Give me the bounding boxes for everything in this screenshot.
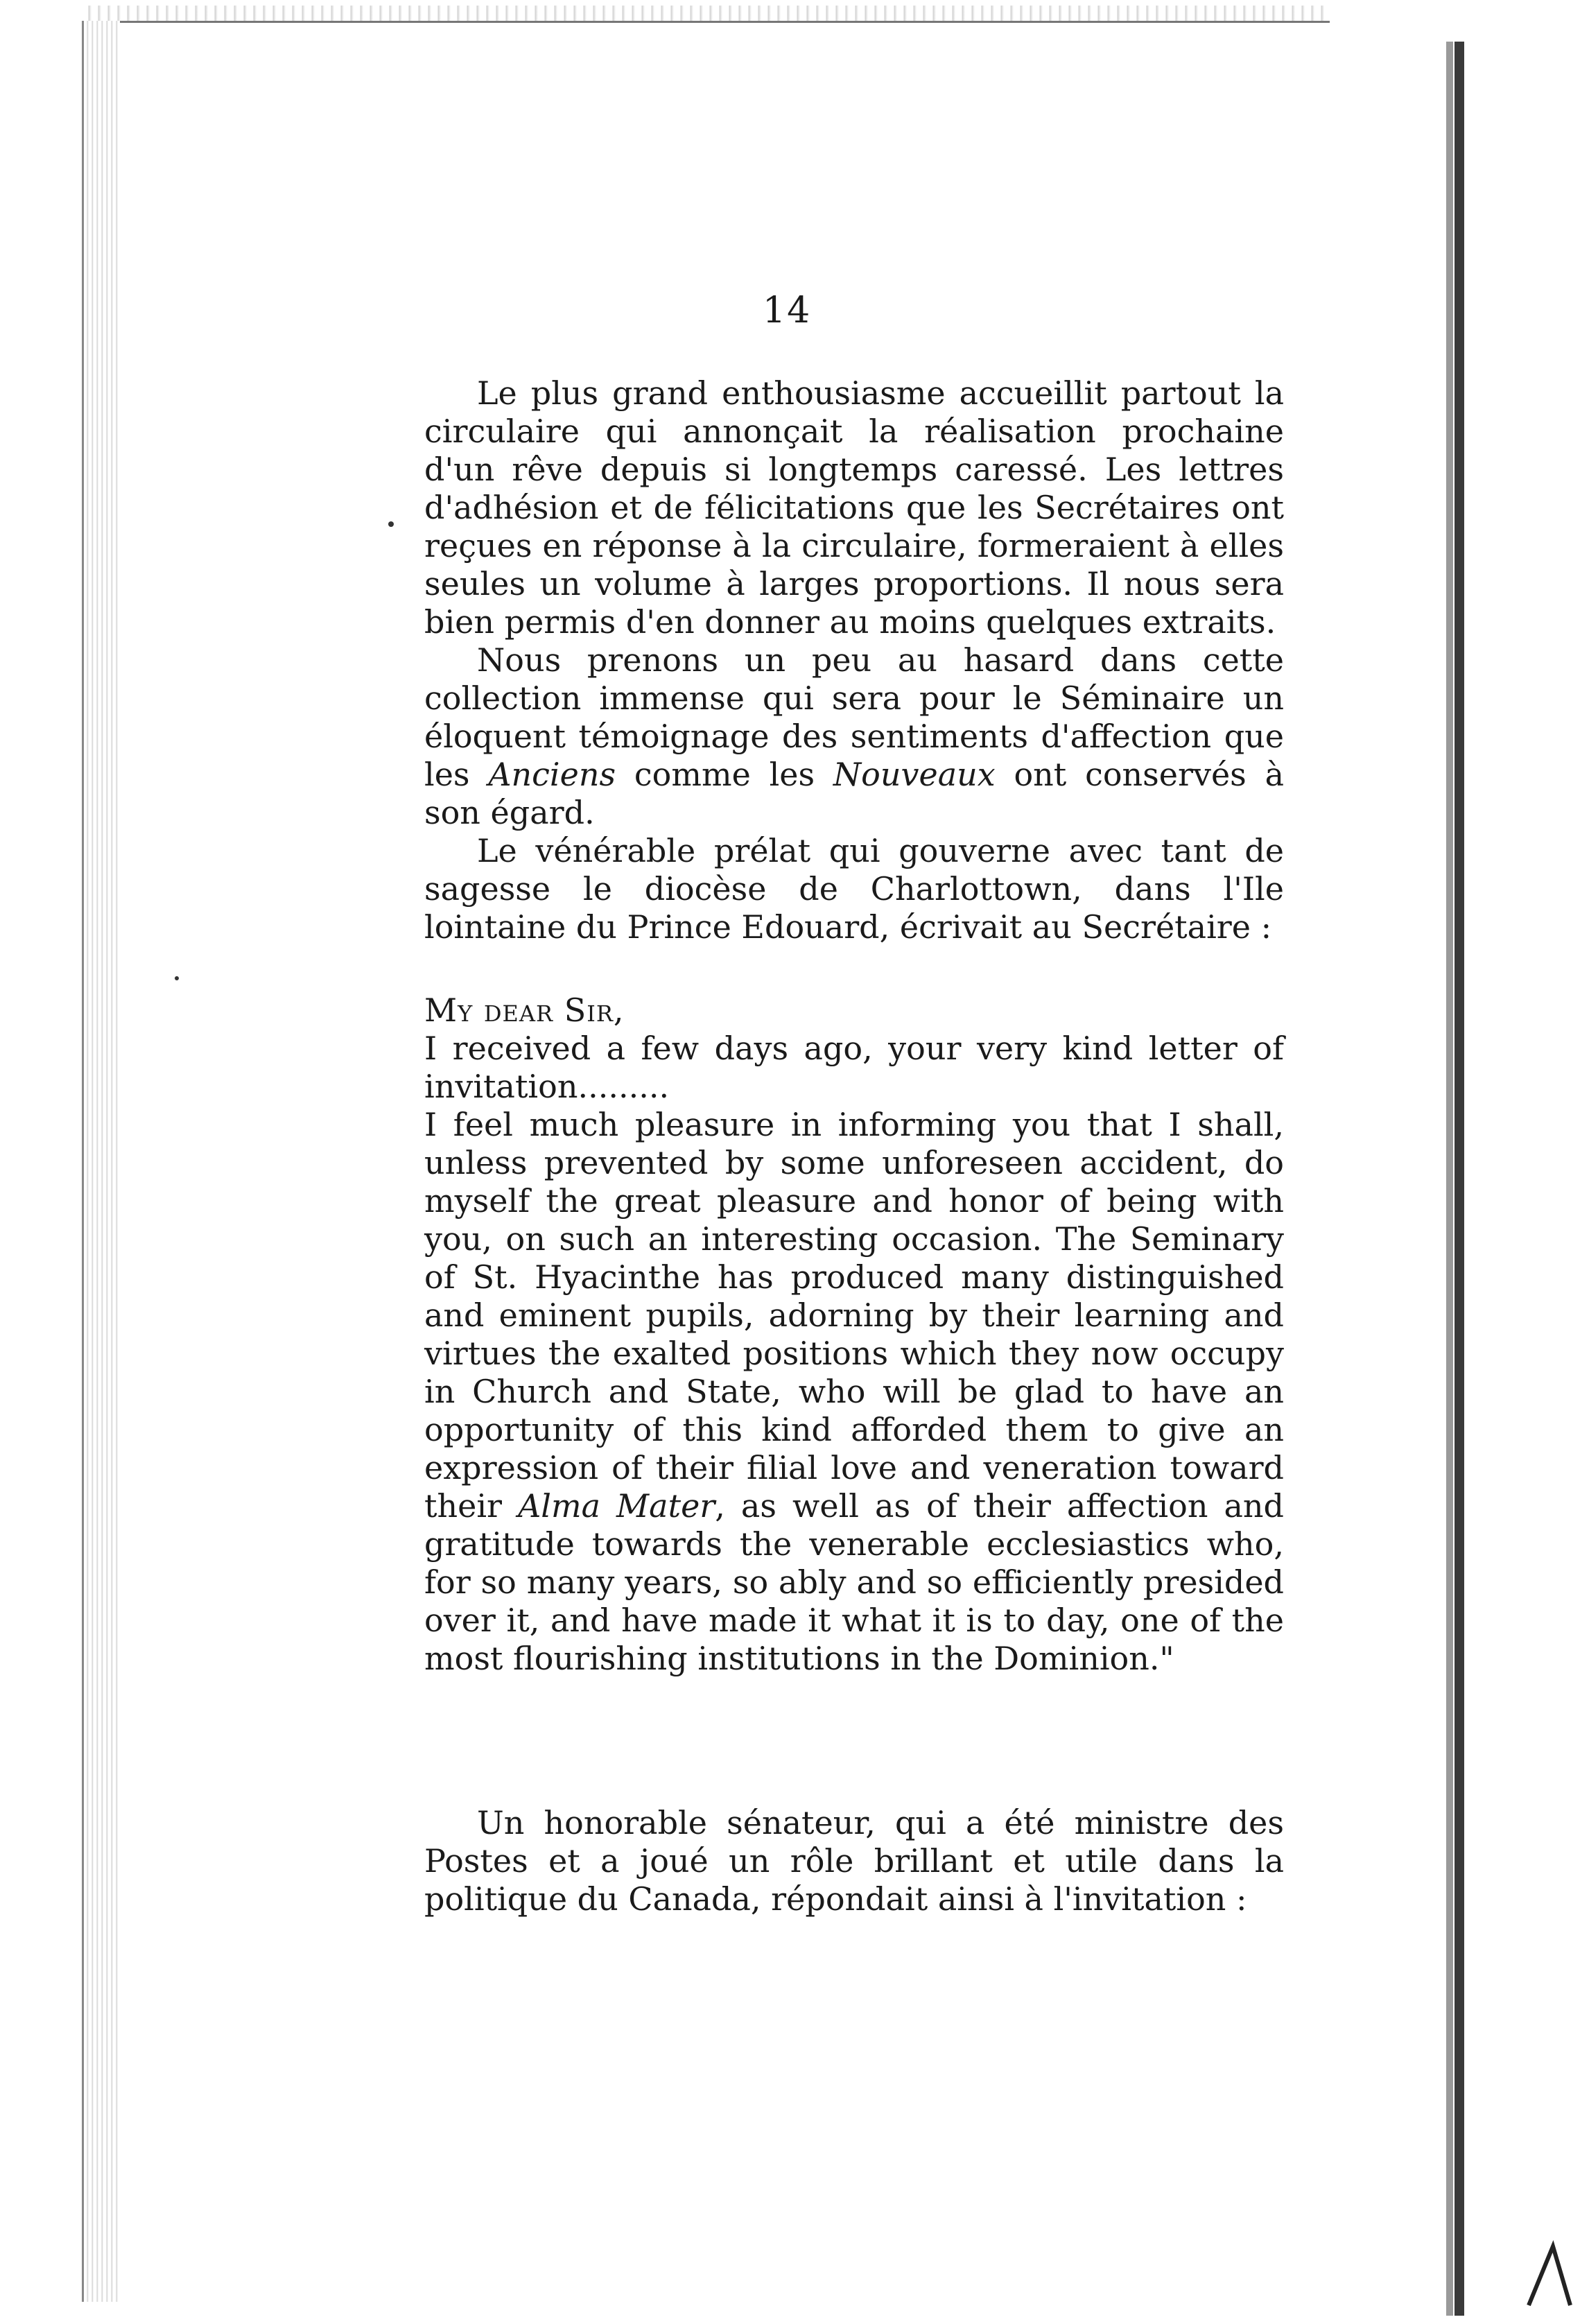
paragraph-senator: Un honorable sénateur, qui a été ministre des Postes et a joué un rôle brillant et utile dans la politique du Canada, répondait ainsi à l'invitation : (424, 1804, 1284, 1918)
quoted-letter (424, 991, 1284, 1678)
paragraph-collection-text-1: Nous prenons un peu au hasard dans cette collection immense qui sera pour le Séminaire un éloquent témoignage des sentiments d'affection que les (424, 641, 1284, 793)
italic-anciens: Anciens (488, 756, 616, 793)
paragraph-prelate: Le vénérable prélat qui gouverne avec tant de sagesse le diocèse de Charlottown, dans l'Ile lointaine du Prince Edouard, écrivait au Secrétaire : (424, 832, 1284, 946)
letter-paragraph-received-text: I received a few days ago, your very kind letter of invitation......... (424, 1030, 1284, 1105)
page-number: 14 (763, 290, 812, 331)
letter-paragraph-received (424, 1030, 1284, 1106)
paragraph-collection-text-2: comme les (616, 756, 833, 793)
paragraph-collection (424, 641, 1284, 832)
scan-speck (388, 521, 394, 527)
scan-right-edge (1455, 42, 1464, 2316)
paragraph-enthusiasm: Le plus grand enthousiasme accueillit partout la circulaire qui annonçait la réalisation prochaine d'un rêve depuis si longtemps caressé. Les lettres d'adhésion et de félicitations que les Secrétaires ont reçues en réponse à la circulaire, formeraient à elles seules un volume à larges proportions. Il nous sera bien permis d'en donner au moins quelques extraits. (424, 374, 1284, 641)
italic-nouveaux: Nouveaux (833, 756, 996, 793)
scan-top-edge (82, 6, 1330, 23)
italic-alma-mater: Alma Mater (518, 1487, 715, 1525)
intro-text (424, 374, 1284, 946)
letter-paragraph-pleasure-text-2: , as well as of their affection and gratitude towards the venerable ecclesiastics who, for so many years, so ably and so efficiently presided over it, and have made it what it is to day, one of the most flourishing institutions in the Dominion." (424, 1487, 1284, 1677)
letter-paragraph-pleasure-text-1: I feel much pleasure in informing you that I shall, unless prevented by some unforeseen accident, do myself the great pleasure and honor of being with you, on such an interesting occasion. The Seminary of St. Hyacinthe has produced many distinguished and eminent pupils, adorning by their learning and virtues the exalted positions which they now occupy in Church and State, who will be glad to have an opportunity of this kind afforded them to give an expression of their filial love and veneration toward their (424, 1106, 1284, 1525)
closing-text (424, 1804, 1284, 1918)
scan-right-edge-shadow (1446, 42, 1453, 2316)
paragraph-collection-text-3: ont conservés à son égard. (424, 756, 1284, 831)
scan-left-edge (82, 21, 120, 2302)
letter-salutation: My dear Sir, (424, 991, 625, 1029)
scan-corner-mark (1525, 2232, 1574, 2309)
letter-paragraph-pleasure (424, 1106, 1284, 1678)
scan-speck (175, 976, 179, 980)
